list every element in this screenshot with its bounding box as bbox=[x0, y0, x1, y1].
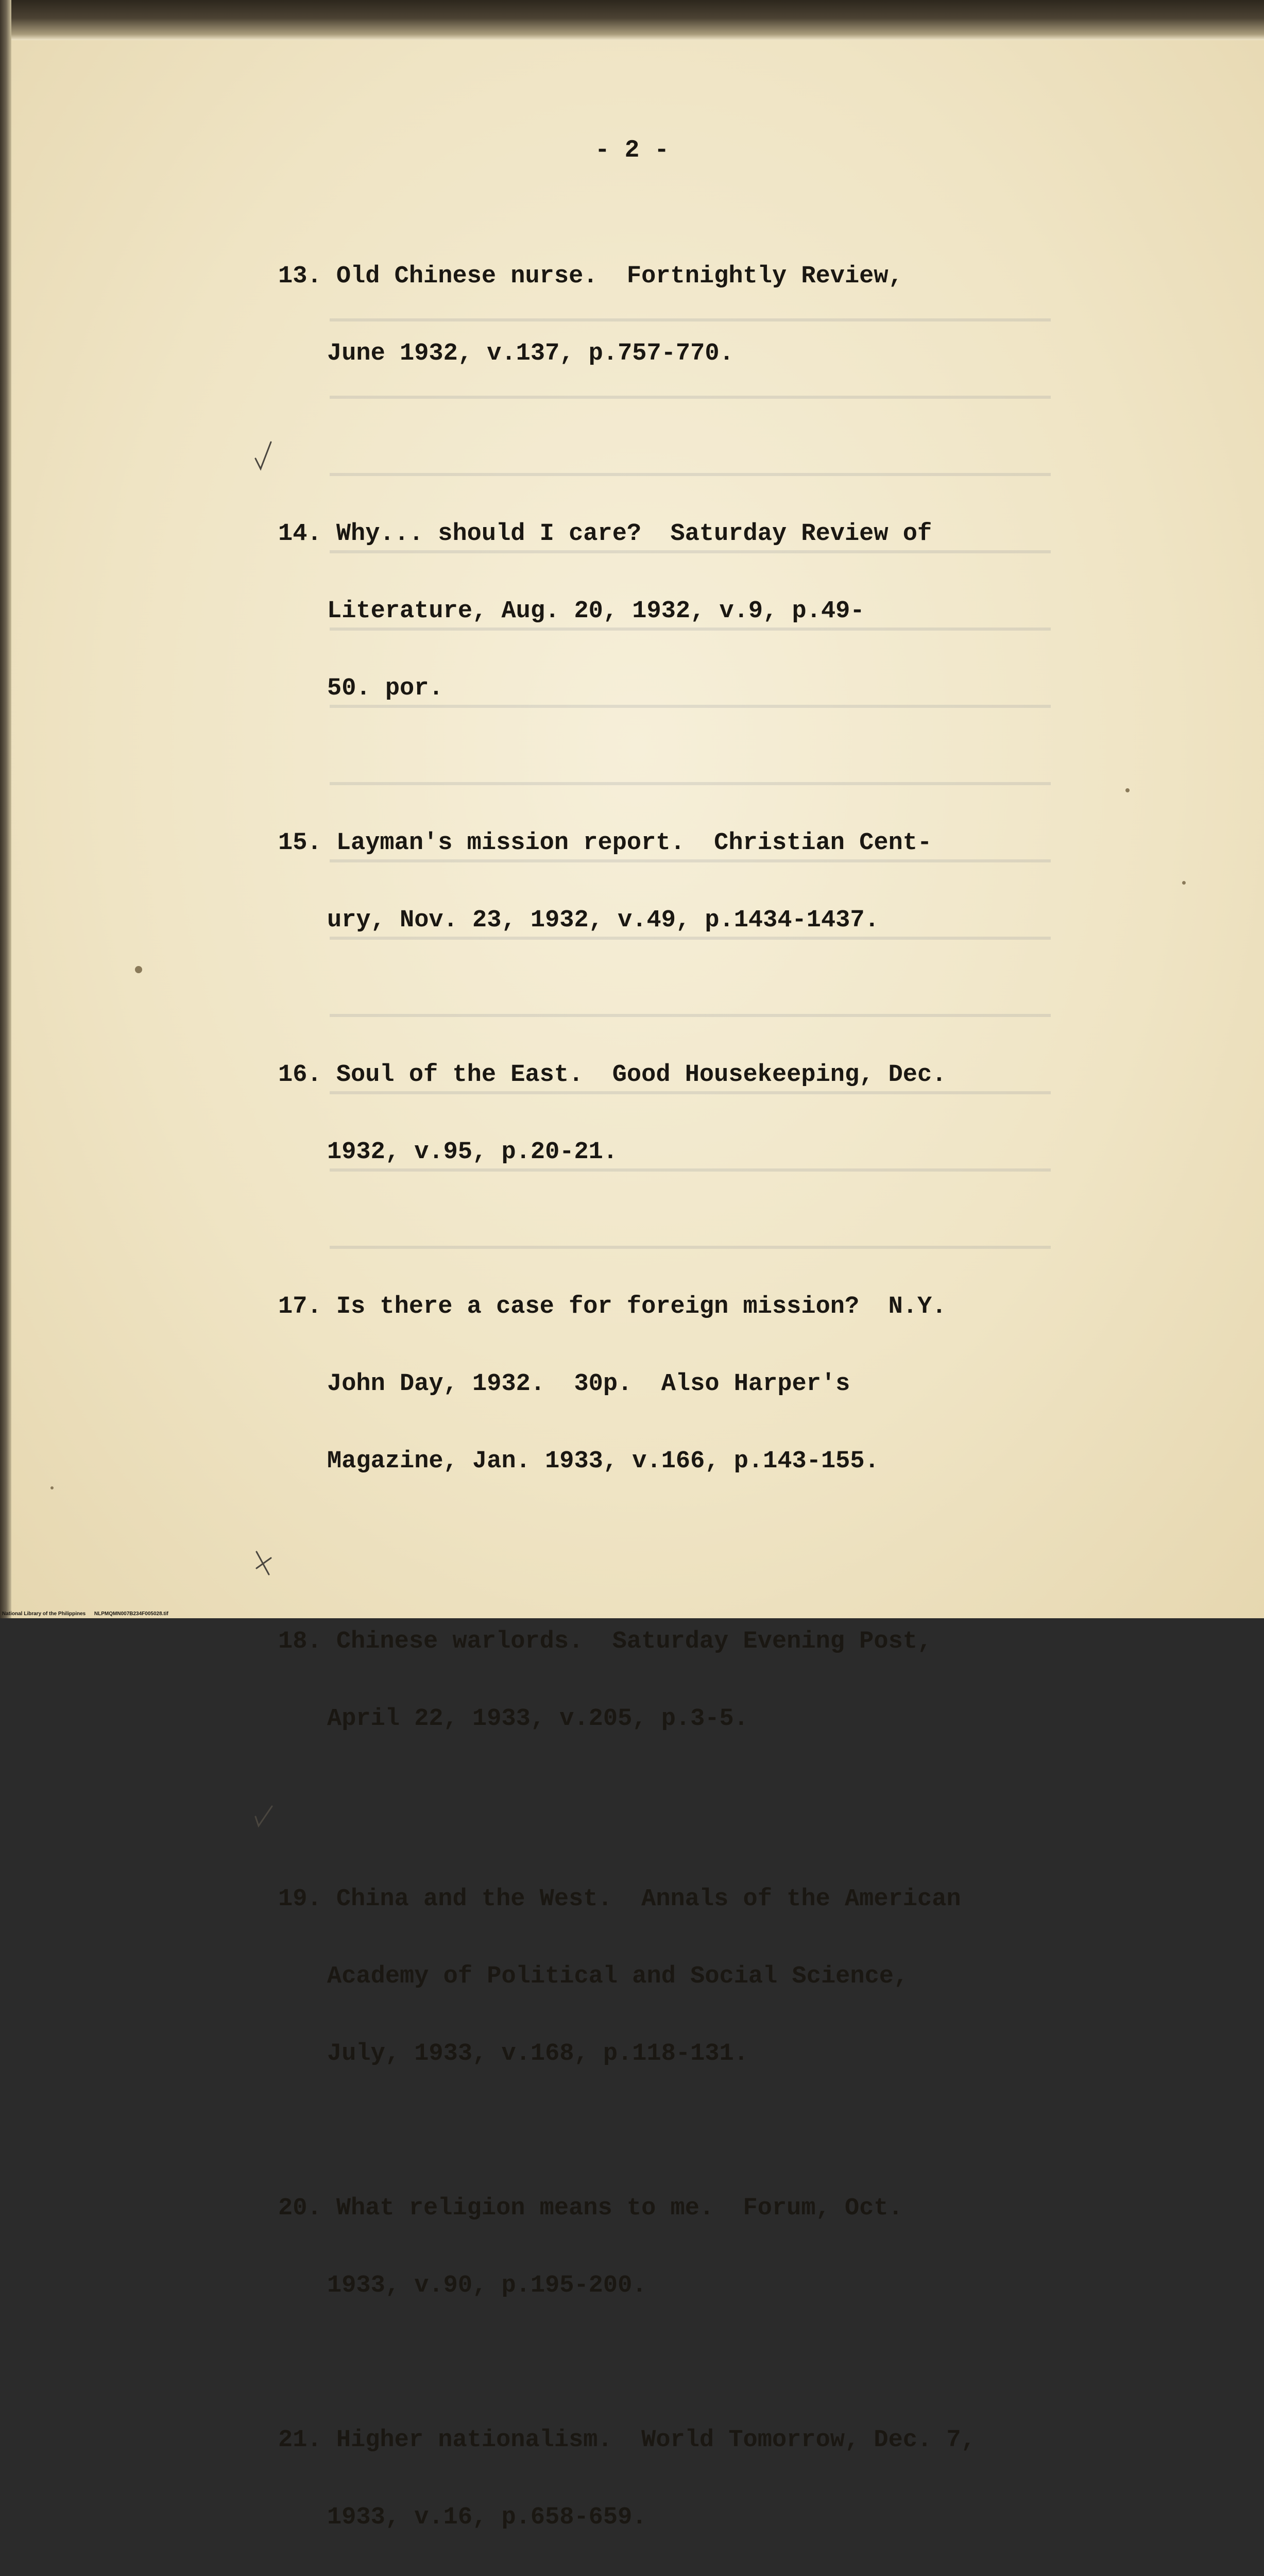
bibliography-list bbox=[278, 212, 1082, 2576]
check-mark-icon bbox=[253, 1805, 274, 1841]
entry-line: Academy of Political and Social Science, bbox=[327, 1963, 909, 1990]
entry-line: April 22, 1933, v.205, p.3-5. bbox=[327, 1705, 748, 1733]
entry-line: July, 1933, v.168, p.118-131. bbox=[327, 2040, 748, 2067]
entry-line: 50. por. bbox=[327, 675, 443, 702]
entry-line: 14. Why... should I care? Saturday Review of bbox=[278, 520, 932, 548]
library-name: National Library of the Philippines bbox=[2, 1611, 86, 1617]
entry-line: 13. Old Chinese nurse. Fortnightly Review, bbox=[278, 263, 903, 290]
paper-speck bbox=[135, 966, 142, 973]
entry-line: 17. Is there a case for foreign mission? N.Y. bbox=[278, 1293, 947, 1320]
entry-line: 1932, v.95, p.20-21. bbox=[327, 1139, 618, 1166]
bibliography-entry-15 bbox=[278, 779, 1082, 985]
paper-speck bbox=[1125, 788, 1130, 792]
entry-line: Magazine, Jan. 1933, v.166, p.143-155. bbox=[327, 1448, 879, 1475]
entry-line: John Day, 1932. 30p. Also Harper's bbox=[327, 1370, 850, 1398]
bibliography-entry-16 bbox=[278, 1011, 1082, 1217]
binding-edge bbox=[0, 0, 11, 1618]
entry-line: 19. China and the West. Annals of the American bbox=[278, 1886, 961, 1913]
bibliography-entry-17 bbox=[278, 1243, 1082, 1526]
check-mark-icon bbox=[253, 440, 274, 476]
entry-line: 18. Chinese warlords. Saturday Evening Post, bbox=[278, 1628, 932, 1655]
page-number: - 2 - bbox=[594, 137, 670, 164]
bibliography-entry-18 bbox=[278, 1552, 1082, 1784]
entry-line: 1933, v.90, p.195-200. bbox=[327, 2272, 647, 2299]
paper-speck bbox=[1182, 881, 1186, 885]
entry-line: June 1932, v.137, p.757-770. bbox=[327, 340, 734, 367]
paper-speck bbox=[50, 1486, 54, 1489]
cross-mark-icon bbox=[253, 1548, 274, 1584]
bibliography-entry-13 bbox=[278, 212, 1082, 418]
scan-footer bbox=[2, 1611, 168, 1617]
bibliography-entry-21 bbox=[278, 2376, 1082, 2576]
file-identifier: NLPMQMN007B234F005028.tif bbox=[94, 1611, 168, 1617]
page-top-edge bbox=[0, 0, 1264, 40]
entry-line: Literature, Aug. 20, 1932, v.9, p.49- bbox=[327, 598, 865, 625]
bibliography-entry-14 bbox=[278, 444, 1082, 753]
entry-line: 15. Layman's mission report. Christian Cent- bbox=[278, 829, 932, 857]
bibliography-entry-20 bbox=[278, 2144, 1082, 2350]
bibliography-entry-19 bbox=[278, 1809, 1082, 2119]
entry-line: ury, Nov. 23, 1932, v.49, p.1434-1437. bbox=[327, 907, 879, 934]
entry-line: 21. Higher nationalism. World Tomorrow, Dec. 7, bbox=[278, 2427, 976, 2454]
entry-line: 20. What religion means to me. Forum, Oct. bbox=[278, 2195, 903, 2222]
entry-line: 16. Soul of the East. Good Housekeeping, Dec. bbox=[278, 1061, 947, 1089]
entry-line: 1933, v.16, p.658-659. bbox=[327, 2504, 647, 2531]
